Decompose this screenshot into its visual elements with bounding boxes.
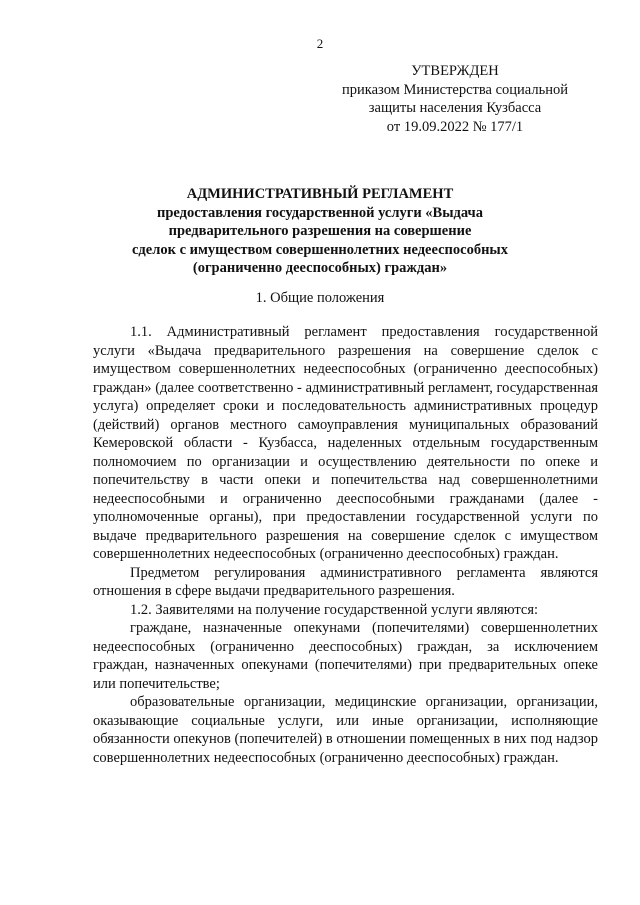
section-heading: 1. Общие положения <box>255 290 385 306</box>
paragraph-subject: Предметом регулирования административного регламента являются отношения в сфере выдачи предварительного разрешения. <box>93 564 598 599</box>
approval-order-line: приказом Министерства социальной <box>342 81 568 98</box>
approval-ministry-line: защиты населения Кузбасса <box>368 100 542 116</box>
document-title <box>80 185 560 278</box>
paragraph-1-2: 1.2. Заявителями на получение государственной услуги являются: <box>130 601 539 618</box>
title-line-5: (ограниченно дееспособных) граждан» <box>192 260 448 276</box>
approval-date-number: от 19.09.2022 № 177/1 <box>386 118 524 135</box>
page-number: 2 <box>316 36 324 51</box>
title-line-1: АДМИНИСТРАТИВНЫЙ РЕГЛАМЕНТ <box>186 186 454 202</box>
paragraph-applicants-organizations: образовательные организации, медицинские организации, организации, оказывающие социальные услуги, или иные организации, исполняющие обязанности опекунов (попечителей) в отношении помещенных в них под надзор совершеннолетних недееспособных (ограниченно дееспособных) граждан. <box>93 694 598 766</box>
title-line-2: предоставления государственной услуги «Выдача <box>157 204 483 221</box>
title-line-4: сделок с имуществом совершеннолетних недееспособных <box>132 241 508 258</box>
paragraph-1-1: 1.1. Административный регламент предоставления государственной услуги «Выдача предварительного разрешения на совершение сделок с имуществом совершеннолетних недееспособных (ограниченно дееспособных) граждан» (далее соответственно - административный регламент, государственная услуга) определяет сроки и последовательность административных процедур (действий) органов местного самоуправления муниципальных образований Кемеровской области - Кузбасса, наделенных отдельным государственным полномочием по организации и осуществлению деятельности по опеке и попечительству в части опеки и попечительства над совершеннолетними недееспособными и ограниченно дееспособными гражданами (далее - уполномоченные органы), при предоставлении государственной услуги по выдаче предварительного разрешения на совершение сделок с имуществом совершеннолетних недееспособных (ограниченно дееспособных) граждан. <box>93 324 598 562</box>
approval-status: УТВЕРЖДЕН <box>411 63 499 79</box>
approval-stamp-block <box>310 62 600 136</box>
body-text <box>93 323 598 767</box>
title-line-3: предварительного разрешения на совершение <box>168 223 472 239</box>
paragraph-applicants-citizens: граждане, назначенные опекунами (попечителями) совершеннолетних недееспособных (ограниченно дееспособных) граждан, за исключением граждан, назначенных опекунами (попечителями) при предварительных опеке или попечительстве; <box>93 620 598 692</box>
